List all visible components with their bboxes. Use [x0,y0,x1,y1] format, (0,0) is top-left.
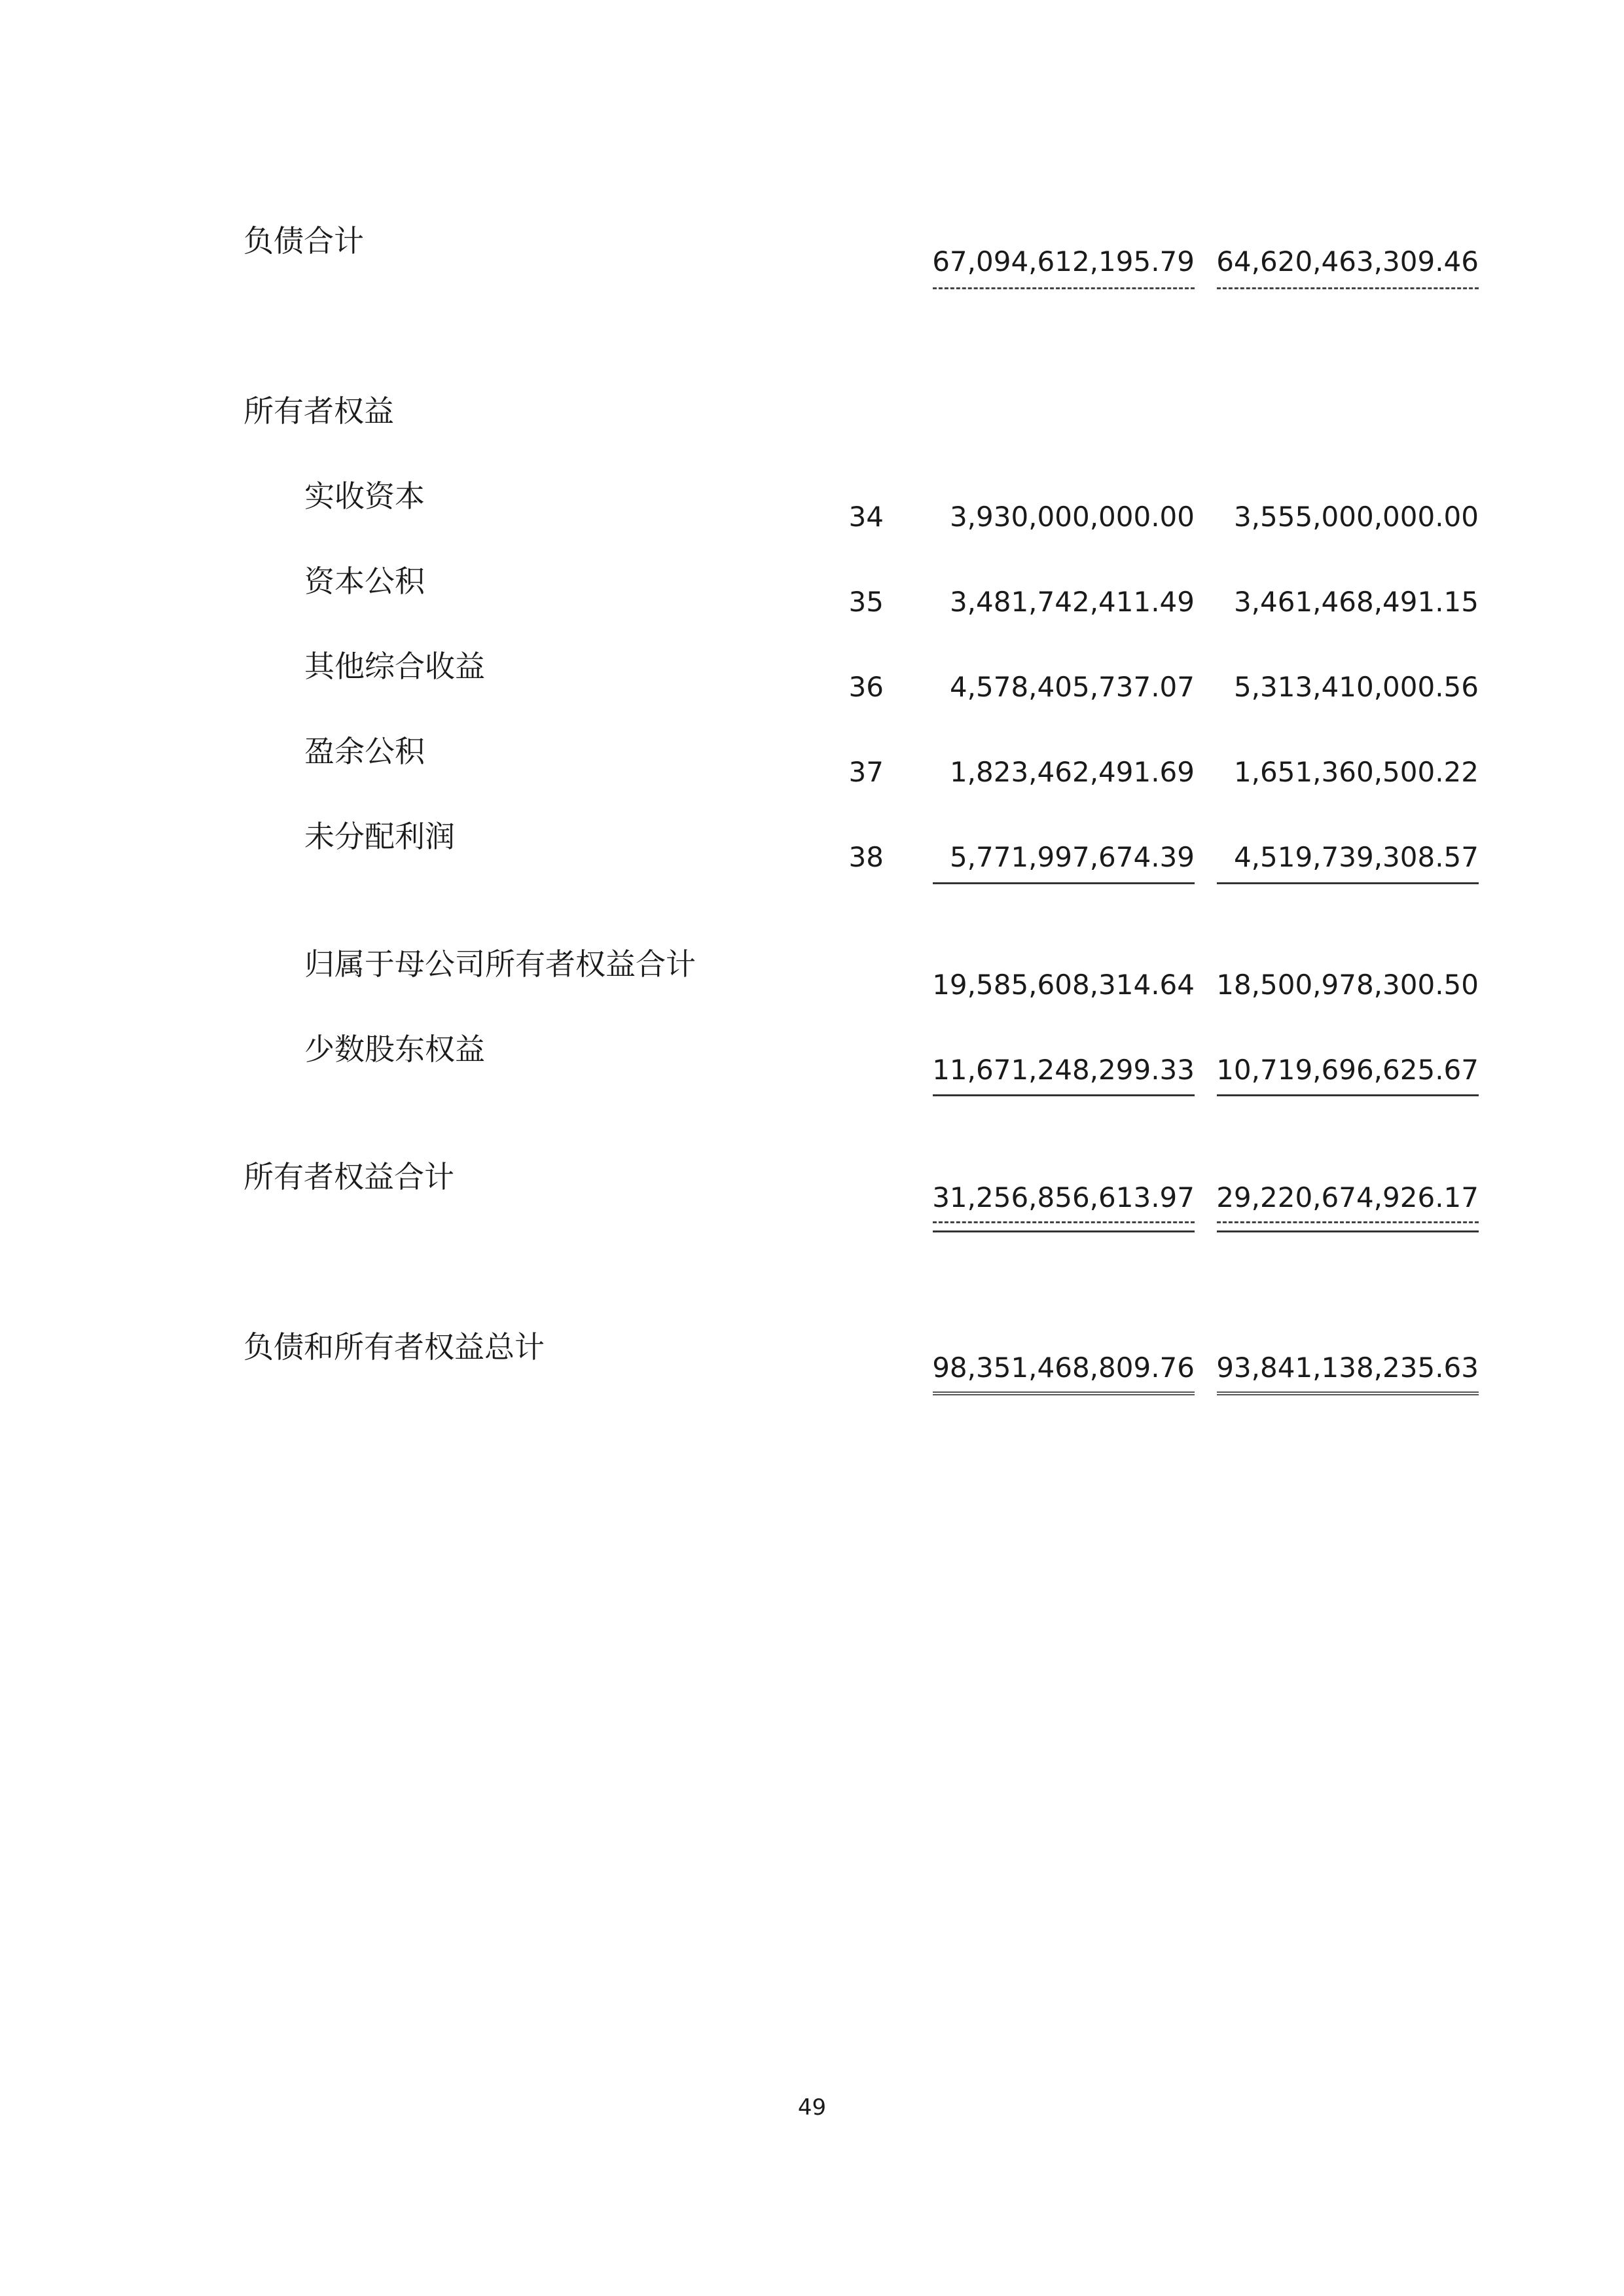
amount-current: 5,771,997,674.39 [949,841,1195,873]
note-number: 36 [848,671,884,703]
row-label: 未分配利润 [304,819,455,854]
dashed-rule [933,1221,1195,1223]
row-label: 实收资本 [304,478,425,514]
amount-current: 19,585,608,314.64 [932,969,1195,1001]
amount-prior: 10,719,696,625.67 [1216,1054,1479,1086]
row-parent-equity [0,944,1624,1023]
amount-current: 31,256,856,613.97 [932,1181,1195,1213]
subtotal-rule [1217,1094,1479,1096]
amount-prior: 1,651,360,500.22 [1233,756,1479,788]
row-label: 少数股东权益 [304,1031,485,1067]
row-label: 负债和所有者权益总计 [244,1329,545,1365]
amount-prior: 3,461,468,491.15 [1233,586,1479,618]
subtotal-rule [933,1230,1195,1232]
amount-current: 98,351,468,809.76 [932,1352,1195,1384]
amount-prior: 18,500,978,300.50 [1216,969,1479,1001]
amount-current: 3,930,000,000.00 [949,501,1195,533]
amount-current: 3,481,742,411.49 [949,586,1195,618]
row-minority-interest [0,1030,1624,1108]
row-total-equity [0,1157,1624,1236]
amount-prior: 5,313,410,000.56 [1233,671,1479,703]
double-rule [1217,1391,1479,1395]
note-number: 35 [848,586,884,618]
amount-prior: 64,620,463,309.46 [1216,245,1479,278]
amount-current: 1,823,462,491.69 [949,756,1195,788]
row-label: 其他综合收益 [304,649,485,684]
row-equity-heading [0,391,1624,470]
amount-current: 67,094,612,195.79 [932,245,1195,278]
note-number: 34 [848,501,884,533]
subtotal-rule [1217,882,1479,884]
dashed-rule [1217,287,1479,289]
subtotal-rule [933,1094,1195,1096]
dashed-rule [933,287,1195,289]
page-number: 49 [797,2094,827,2121]
dashed-rule [1217,1221,1479,1223]
row-paid-in-capital [0,476,1624,555]
section-heading: 所有者权益 [244,393,394,429]
subtotal-rule [1217,1230,1479,1232]
double-rule [933,1391,1195,1395]
amount-prior: 4,519,739,308.57 [1233,841,1479,873]
note-number: 38 [848,841,884,873]
row-label: 盈余公积 [304,734,425,769]
row-label: 归属于母公司所有者权益合计 [304,946,696,982]
subtotal-rule [933,882,1195,884]
note-number: 37 [848,756,884,788]
amount-current: 11,671,248,299.33 [932,1054,1195,1086]
amount-current: 4,578,405,737.07 [949,671,1195,703]
amount-prior: 93,841,138,235.63 [1216,1352,1479,1384]
amount-prior: 29,220,674,926.17 [1216,1181,1479,1213]
amount-prior: 3,555,000,000.00 [1233,501,1479,533]
row-surplus-reserve [0,732,1624,810]
row-label: 所有者权益合计 [244,1159,454,1194]
row-oci [0,647,1624,725]
row-capital-reserve [0,562,1624,640]
row-label: 负债合计 [244,223,364,259]
row-label: 资本公积 [304,564,425,599]
